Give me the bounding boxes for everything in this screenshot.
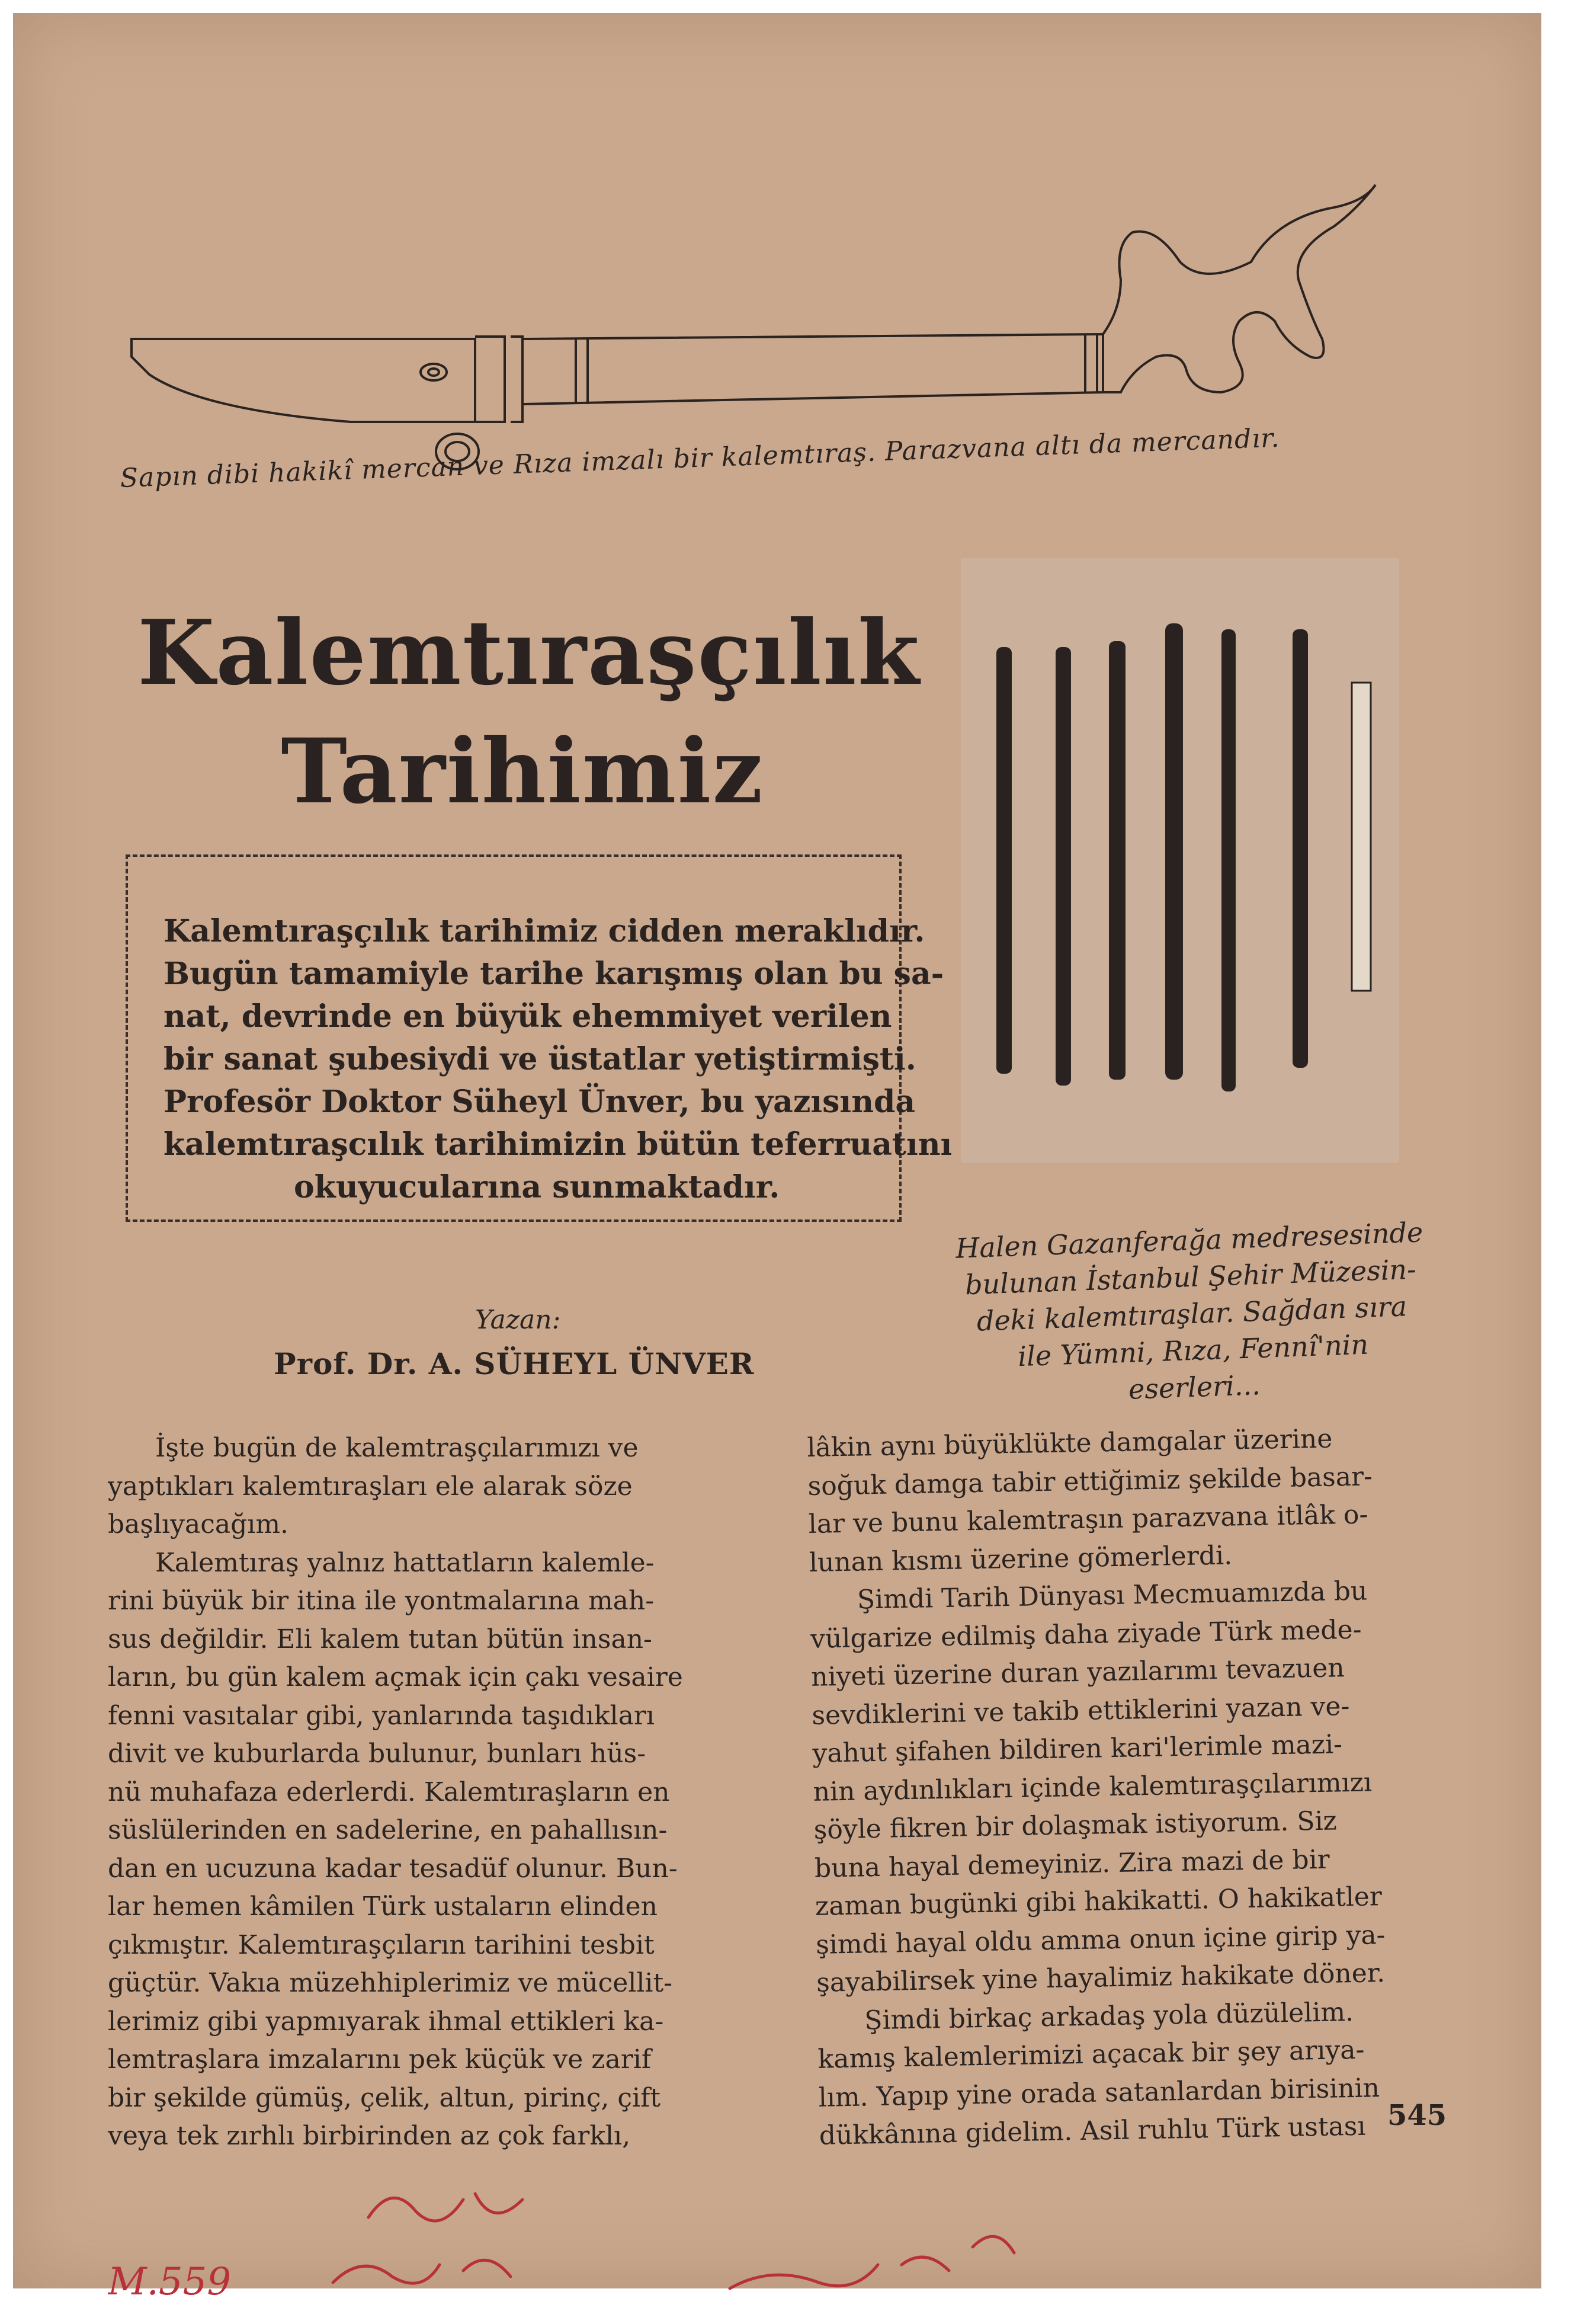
text-line: rini büyük bir itina ile yontmalarına mah- <box>108 1586 655 1616</box>
text-line: yahut şifahen bildiren kari'lerimle mazi- <box>812 1729 1343 1769</box>
text-line: lar hemen kâmilen Türk ustaların elinden <box>108 1891 658 1922</box>
article-column-left <box>108 1429 748 2156</box>
title-line-1: Kalemtıraşçılık <box>137 601 921 705</box>
text-line: şöyle fikren bir dolaşmak istiyorum. Siz <box>813 1806 1338 1845</box>
text-line: Şimdi birkaç arkadaş yola düzülelim. <box>864 1996 1354 2035</box>
text-line: lemtraşlara imzalarını pek küçük ve zarif <box>108 2044 652 2075</box>
intro-line: nat, devrinde en büyük ehemmiyet verilen <box>163 998 892 1035</box>
text-line: kamış kalemlerimizi açacak bir şey arıya- <box>817 2034 1365 2075</box>
text-line: sevdiklerini ve takib ettiklerini yazan ve- <box>811 1691 1350 1731</box>
handwritten-catalog-number: M.559 <box>108 2260 232 2304</box>
intro-line: kalemtıraşcılık tarihimizin bütün teferruatını <box>163 1126 953 1163</box>
text-line: süslülerinden en sadelerine, en pahallısın- <box>108 1815 668 1845</box>
illustration-caption: Sapın dibi hakikî mercan ve Rıza imzalı bir kalemtıraş. Parazvana altı da mercandır. <box>120 422 1281 494</box>
photo-caption-line: eserleri... <box>1128 1369 1261 1406</box>
text-line: buna hayal demeyiniz. Zira mazi de bir <box>814 1844 1330 1884</box>
text-line: yaptıkları kalemtıraşları ele alarak söze <box>108 1471 633 1502</box>
handwritten-annotations <box>108 2146 1411 2324</box>
text-line: zaman bugünki gibi hakikatti. O hakikatler <box>815 1881 1383 1922</box>
text-line: vülgarize edilmiş daha ziyade Türk mede- <box>810 1614 1362 1654</box>
photo-caption-line: Halen Gazanferağa medresesinde <box>955 1216 1424 1265</box>
text-line: şayabilirsek yine hayalimiz hakikate döner. <box>816 1958 1386 1998</box>
intro-line: Kalemtıraşçılık tarihimiz cidden meraklıdır. <box>163 913 925 949</box>
text-line: veya tek zırhlı birbirinden az çok farklı, <box>108 2121 631 2151</box>
text-line: bir şekilde gümüş, çelik, altun, pirinç, çift <box>108 2082 661 2113</box>
title-line-2: Tarihimiz <box>281 719 764 824</box>
intro-line: Bugün tamamiyle tarihe karışmış olan bu sa- <box>163 956 944 992</box>
text-line: lerimiz gibi yapmıyarak ihmal ettikleri ka- <box>108 2006 664 2037</box>
text-line: çıkmıştır. Kalemtıraşçıların tarihini tesbit <box>108 1929 655 1960</box>
article-title <box>137 594 921 831</box>
intro-box <box>126 854 953 1222</box>
text-line: ların, bu gün kalem açmak için çakı vesaire <box>108 1662 683 1692</box>
text-line: niyeti üzerine duran yazılarımı tevazuen <box>810 1653 1345 1692</box>
page-number: 545 <box>1387 2099 1447 2132</box>
photo-caption-line: bulunan İstanbul Şehir Müzesin- <box>964 1253 1417 1301</box>
text-line: Kalemtıraş yalnız hattatların kalemle- <box>155 1547 655 1578</box>
photo-caption-line: deki kalemtıraşlar. Sağdan sıra <box>976 1290 1407 1337</box>
text-line: nin aydınlıkları içinde kalemtıraşçılarımızı <box>813 1766 1373 1807</box>
author-name: Prof. Dr. A. SÜHEYL ÜNVER <box>274 1346 755 1381</box>
text-line: lunan kısmı üzerine gömerlerdi. <box>809 1540 1233 1578</box>
text-line: dan en ucuzuna kadar tesadüf olunur. Bun- <box>108 1853 678 1884</box>
knives-photo <box>961 558 1399 1163</box>
text-line: lım. Yapıp yine orada satanlardan birisinin <box>818 2072 1380 2113</box>
intro-line: okuyucularına sunmaktadır. <box>294 1169 780 1205</box>
text-line: lar ve bunu kalemtraşın parazvana itlâk o- <box>808 1499 1368 1539</box>
text-line: başlıyacağım. <box>108 1509 289 1539</box>
text-line: nü muhafaza ederlerdi. Kalemtıraşların en <box>108 1776 670 1807</box>
photo-caption <box>934 1213 1450 1414</box>
intro-line: bir sanat şubesiydi ve üstatlar yetiştirmişti. <box>163 1041 916 1077</box>
text-line: güçtür. Vakıa müzehhiplerimiz ve mücellit- <box>108 1968 673 1998</box>
magazine-page <box>13 13 1541 2304</box>
text-line: İşte bugün de kalemtraşçılarımızı ve <box>155 1433 639 1463</box>
text-line: dükkânına gidelim. Asil ruhlu Türk ustası <box>819 2111 1366 2151</box>
text-line: soğuk damga tabir ettiğimiz şekilde basar- <box>807 1461 1373 1502</box>
text-line: divit ve kuburlarda bulunur, bunları hüs- <box>108 1739 646 1769</box>
article-column-right <box>807 1418 1459 2155</box>
text-line: şimdi hayal oldu amma onun içine girip ya- <box>815 1919 1386 1960</box>
photo-caption-line: ile Yümni, Rıza, Fennî'nin <box>1017 1328 1369 1373</box>
intro-line: Profesör Doktor Süheyl Ünver, bu yazısında <box>163 1084 916 1120</box>
text-line: lâkin aynı büyüklükte damgalar üzerine <box>807 1423 1333 1463</box>
text-line: fenni vasıtalar gibi, yanlarında taşıdıkları <box>108 1700 655 1731</box>
text-line: Şimdi Tarih Dünyası Mecmuamızda bu <box>857 1576 1368 1615</box>
text-line: sus değildir. Eli kalem tutan bütün insan- <box>108 1624 652 1654</box>
byline-label: Yazan: <box>475 1305 561 1335</box>
